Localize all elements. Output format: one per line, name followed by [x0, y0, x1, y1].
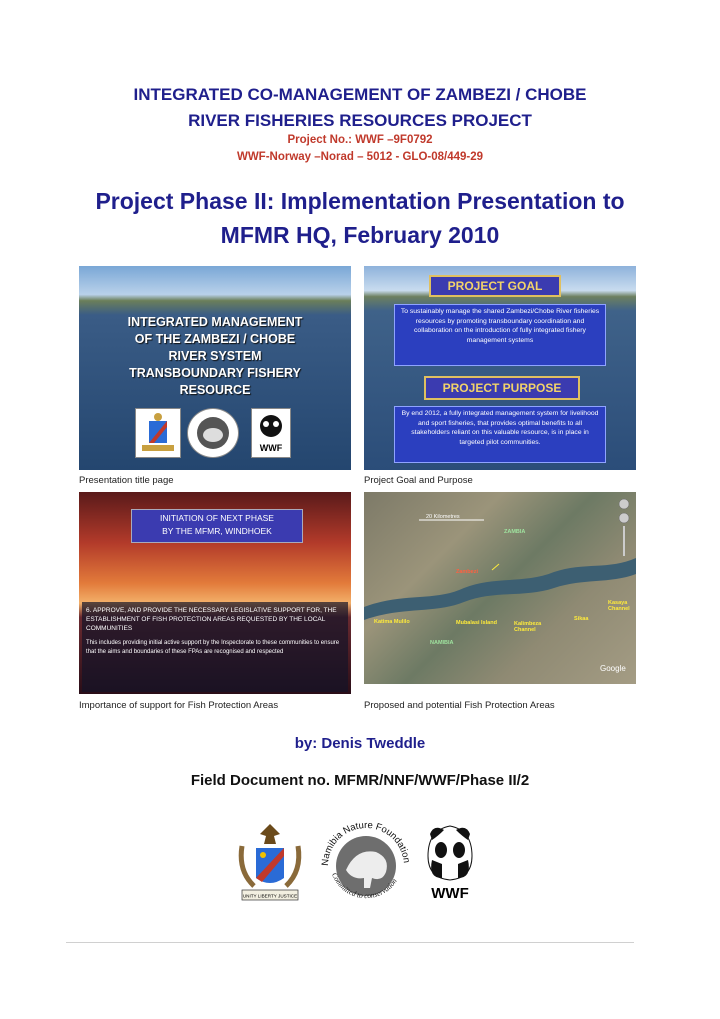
map-zoom-control [618, 498, 630, 558]
map-label-zambia: ZAMBIA [504, 529, 526, 535]
title-slide-line: RESOURCE [179, 383, 251, 397]
caption-phase-slide: Importance of support for Fish Protection Areas [79, 700, 279, 711]
map-image [364, 492, 636, 684]
map-label-mubalasi: Mubalasi Island [456, 620, 497, 626]
header-title-line2: RIVER FISHERIES RESOURCES PROJECT [188, 111, 532, 130]
title-slide-line: TRANSBOUNDARY FISHERY [129, 366, 301, 380]
map-scale: 20 Kilometres [426, 514, 460, 520]
project-purpose-text: By end 2012, a fully integrated management system for livelihood and sport fisheries, that provides optimal benefits to all stakeholders reliant on this valuable resource, is in place in targeted pilot communities. [394, 406, 606, 463]
map-label-zambezi: Zambezi [456, 569, 479, 575]
field-document-number: Field Document no. MFMR/NNF/WWF/Phase II/2 [190, 772, 530, 789]
nnf-bottom-text: Committed to conservation [330, 871, 399, 901]
wwf-text: WWF [431, 885, 469, 902]
phase-title-line2: MFMR HQ, February 2010 [220, 222, 500, 248]
caption-map-slide: Proposed and potential Fish Protection Areas [364, 700, 555, 711]
namibia-coat-of-arms-icon [230, 816, 310, 908]
title-slide-line: OF THE ZAMBEZI / CHOBE [134, 332, 296, 346]
title-slide-line: INTEGRATED MANAGEMENT [127, 315, 303, 329]
caption-title-slide: Presentation title page [79, 475, 174, 486]
map-label-katima: Katima Mulilo [374, 619, 410, 625]
wwf-logo-text: WWF [259, 443, 283, 453]
funding-reference: WWF-Norway –Norad – 5012 - GLO-08/449-29 [236, 151, 484, 163]
project-purpose-heading: PROJECT PURPOSE [424, 376, 580, 400]
coat-of-arms-icon [135, 408, 181, 458]
map-label-namibia: NAMIBIA [430, 640, 454, 646]
project-goal-text: To sustainably manage the shared Zambezi/Chobe River fisheries resources by promoting transboundary coordination and collaboration on the introduction of fully integrated fishery management systems [394, 304, 606, 366]
caption-goal-slide: Project Goal and Purpose [364, 475, 473, 486]
map-label-kasaya: Kasaya Channel [608, 600, 630, 612]
phase-title-line1: Project Phase II: Implementation Presentation to [95, 188, 625, 214]
title-slide-image [79, 266, 351, 470]
phase-slide-image [79, 492, 351, 694]
coat-motto: UNITY LIBERTY JUSTICE [242, 893, 298, 899]
author-line: by: Denis Tweddle [294, 735, 426, 752]
project-number: Project No.: WWF –9F0792 [287, 134, 433, 146]
phase-slide-body [82, 602, 348, 692]
goal-slide-image [364, 266, 636, 470]
phase-slide-note: This includes providing initial active support by the Inspectorate to these communities to ensure that the aims and boundaries of these FPAs are recognised and respected [86, 640, 340, 655]
namibia-nature-foundation-logo-icon [316, 812, 416, 912]
phase-slide-heading-line2: BY THE MFMR, WINDHOEK [162, 526, 272, 536]
map-google-watermark: Google [600, 664, 626, 673]
project-goal-heading: PROJECT GOAL [429, 275, 561, 297]
phase-slide-point: 6. APPROVE, AND PROVIDE THE NECESSARY LEGISLATIVE SUPPORT FOR, THE ESTABLISHMENT OF FISH PROTECTION AREAS REQUESTED BY THE LOCAL COMMUNITIES [86, 607, 337, 632]
header-title-line1: INTEGRATED CO-MANAGEMENT OF ZAMBEZI / CHOBE [133, 85, 587, 104]
map-label-kalimbeza: Kalimbeza Channel [514, 621, 542, 633]
phase-slide-heading [131, 509, 303, 543]
title-slide-line: RIVER SYSTEM [168, 349, 262, 363]
footer-divider [66, 942, 634, 943]
map-label-sikaa: Sikaa [574, 616, 589, 622]
nnf-logo-icon [187, 408, 239, 458]
phase-slide-heading-line1: INITIATION OF NEXT PHASE [160, 513, 274, 523]
wwf-panda-logo-icon [420, 820, 480, 904]
nnf-top-text: Namibia Nature Foundation [319, 819, 412, 867]
wwf-logo-icon [251, 408, 291, 458]
